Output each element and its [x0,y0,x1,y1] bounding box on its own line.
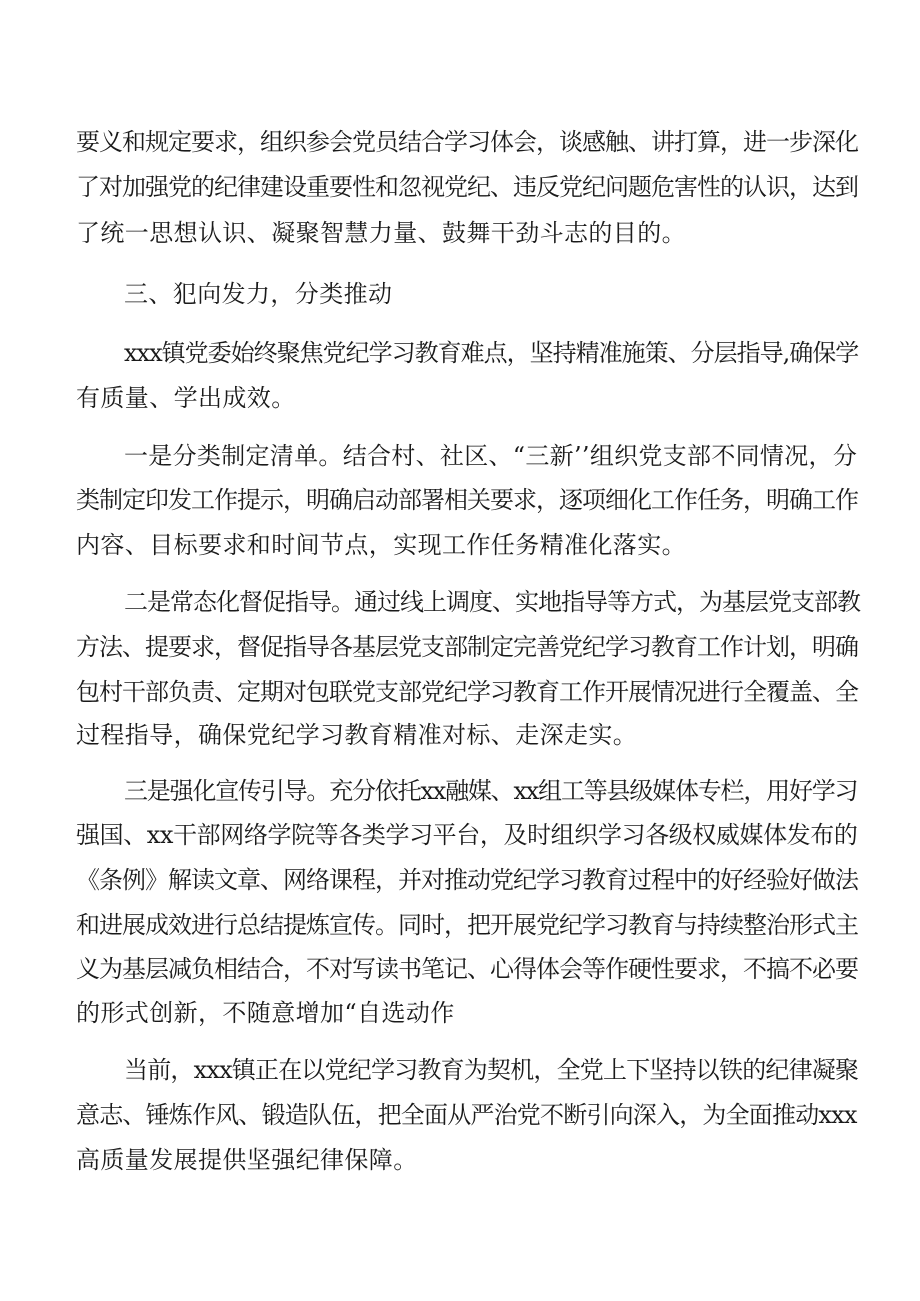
body-text-line: 过程指导，确保党纪学习教育精准对标、走深走实。 [76,721,638,749]
body-text-line: 包村干部负责、定期对包联党支部党纪学习教育工作开展情况进行全覆盖、全 [76,678,858,706]
body-text-line: 一是分类制定清单。结合村、社区、“三新’’组织党支部不同情况，分 [124,442,858,470]
body-text-line: 和进展成效进行总结提炼宣传。同时，把开展党纪学习教育与持续整治形式主 [76,911,858,939]
body-text-line: 内容、目标要求和时间节点，实现工作任务精准化落实。 [76,531,686,559]
body-text-line: 意志、锤炼作风、锻造队伍，把全面从严治党不断引向深入，为全面推动xxx [76,1101,857,1129]
body-text-line: 三是强化宣传引导。充分依托xx融媒、xx组工等县级媒体专栏，用好学习 [124,777,858,805]
section-heading: 三、犯向发力，分类推动 [124,280,393,308]
body-text-line: 方法、提要求，督促指导各基层党支部制定完善党纪学习教育工作计划，明确 [76,633,858,661]
body-text-line: 义为基层减负相结合，不对写读书笔记、心得体会等作硬性要求，不搞不必要 [76,955,858,983]
body-text-line: 二是常态化督促指导。通过线上调度、实地指导等方式，为基层党支部教 [124,588,860,616]
body-text-line: xxx镇党委始终聚焦党纪学习教育难点，坚持精准施策、分层指导,确保学 [124,339,859,367]
body-text-line: 《条例》解读文章、网络课程，并对推动党纪学习教育过程中的好经验好做法 [76,866,858,894]
body-text-line: 的形式创新，不随意增加“自选动作 [76,999,455,1027]
body-text-line: 强国、xx干部网络学院等各类学习平台，及时组织学习各级权威媒体发布的 [76,821,858,849]
body-text-line: 类制定印发工作提示，明确启动部署相关要求，逐项细化工作任务，明确工作 [76,486,858,514]
body-text-line: 了对加强党的纪律建设重要性和忽视党纪、违反党纪问题危害性的认识，达到 [76,173,858,201]
body-text-line: 有质量、学出成效。 [76,384,296,412]
body-text-line: 当前，xxx镇正在以党纪学习教育为契机，全党上下坚持以铁的纪律凝聚 [124,1056,859,1084]
body-text-line: 要义和规定要求，组织参会党员结合学习体会，谈感触、讲打算，进一步深化 [76,128,858,156]
body-text-line: 高质量发展提供坚强纪律保障。 [76,1146,418,1174]
body-text-line: 了统一思想认识、凝聚智慧力量、鼓舞干劲斗志的目的。 [76,219,686,247]
